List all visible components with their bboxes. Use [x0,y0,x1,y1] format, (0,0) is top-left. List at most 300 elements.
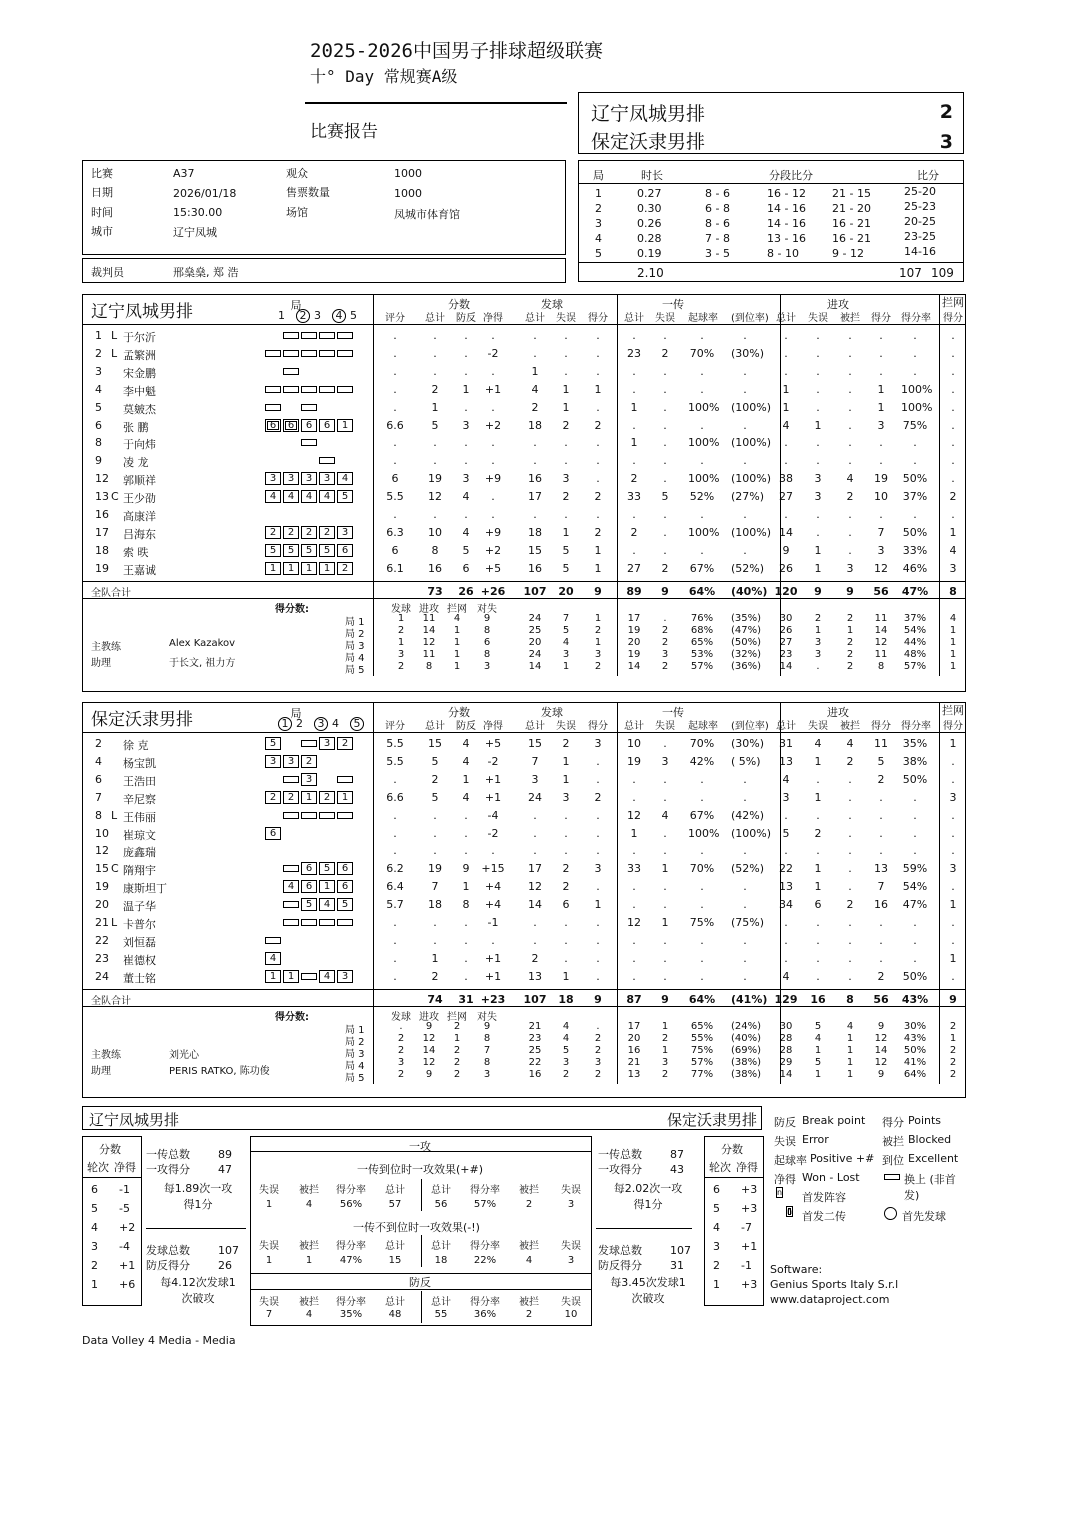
stat-rt2: . [632,364,636,378]
stat-rp: . [700,790,704,804]
info-label: 场馆 [286,206,308,219]
bd-ae: 1 [814,1069,822,1081]
player-lineup [265,934,353,947]
title-rule [305,102,567,104]
stat-at: 3 [782,790,790,804]
total-ap: 56 [873,992,889,1006]
starter-icon: n [777,1188,783,1197]
stat-net: +1 [484,382,502,396]
sub-in-marker [283,332,299,339]
stat-sp: 1 [594,543,602,557]
stat-ae: . [816,916,820,929]
total-st: 107 [523,584,547,598]
stat-ap: . [879,844,883,858]
breakdown-label: 得分数: [275,1011,309,1023]
stat-st: 17 [528,862,542,876]
bd-at: 30 [779,612,793,624]
lineup-empty [301,827,317,840]
total-se: 18 [558,992,574,1006]
legend [770,1110,966,1230]
stat-sp: . [596,454,600,468]
eff-header: 得分率 [336,1241,366,1252]
player-lineup [265,827,353,840]
stat-sp: . [596,969,600,983]
set-final-score: 25-20 [904,185,936,198]
stat-tot: . [433,454,437,468]
group-header: 局 [290,707,302,720]
sub-in-marker [265,350,281,357]
eff-home-value: 35% [339,1309,363,1320]
stat-re: 2 [661,561,669,575]
stat-apc: . [913,436,917,450]
lineup-position-box: 6 [319,419,335,432]
player-number: 1 [95,329,102,342]
bd-se: 5 [562,1045,570,1056]
stat-ap: 1 [877,382,885,396]
bd-sp: 2 [594,1069,602,1081]
set-duration: 0.26 [637,217,662,230]
stat-apc: . [913,916,917,929]
away-sets-won: 3 [939,131,953,153]
player-number: 12 [95,472,109,486]
rotation-net: +2 [119,1221,136,1234]
total-tot: 73 [427,584,443,598]
set-number: 4 [595,232,602,245]
player-number: 6 [95,772,102,786]
total-apc: 47% [901,584,929,598]
col-header: 总计 [624,313,644,324]
set-partial-21: 21 - 15 [832,187,871,200]
bd-st: 21 [528,1020,542,1032]
bd-opp: 7 [483,1045,491,1056]
bd-sp: 2 [594,661,602,673]
stat-at: 4 [782,772,790,786]
player-number: 24 [95,969,109,983]
stat-bp: 4 [462,790,470,804]
stat-apc: . [913,844,917,858]
stat-rt: 6.1 [386,561,404,575]
rotation-net: +3 [741,1278,758,1291]
stat-se: . [564,364,568,378]
stat-se: . [564,916,568,929]
lineup-empty [265,365,281,378]
eff-home-value: 47% [339,1255,363,1266]
breakdown-header: 进攻 [419,1011,439,1023]
sub-in-marker [337,350,353,357]
col-header: 比分 [917,169,939,182]
bd-block: 1 [453,1032,461,1044]
stat-ae: 1 [814,790,822,804]
stat-ab: . [848,436,852,450]
group-header: 发球 [541,706,563,719]
bd-ap: 12 [874,1032,888,1044]
player-number: 22 [95,933,109,947]
bd-rt2: 17 [627,1020,641,1032]
col-header: (到位率) [731,721,769,732]
stat-ap: . [879,916,883,929]
legend-term: 净得 [774,1173,796,1186]
player-name: 莫皴杰 [123,402,156,416]
lineup-empty [337,952,353,965]
stat-net: +4 [484,898,502,912]
sub-in-marker [319,457,335,464]
stat-tot: 5 [431,418,439,432]
player-number: 6 [95,418,102,432]
rot-col: 轮次 [709,1161,731,1174]
stat-ae: . [816,951,820,965]
col-header: 净得 [483,721,503,732]
stat-ap: . [879,790,883,804]
stat-net: +9 [484,525,502,539]
group-header: 拦网 [942,704,964,717]
player-role: L [111,808,118,822]
stat-ae: . [816,329,820,342]
stat-sp: . [596,951,600,965]
stat-rt2: . [632,844,636,858]
bd-apc: 54% [903,624,927,636]
lineup-empty [319,952,335,965]
eff-away-value: 22% [473,1255,497,1266]
away-bp-points: 31 [670,1259,684,1272]
stat-rt2: . [632,951,636,965]
set-number-4: 4 [332,717,339,730]
stat-re: . [663,969,667,983]
rotation-number: 4 [91,1221,98,1234]
player-lineup [265,862,353,875]
stat-rt: . [393,772,397,786]
info-label: 城市 [91,225,113,238]
stat-ab: . [848,418,852,432]
stat-rt: 6.6 [386,418,404,432]
player-name: 索 昳 [123,545,149,559]
stat-rx: (100%) [731,436,772,450]
lineup-position-box: 1 [301,562,317,575]
stat-re: . [663,382,667,396]
rotation-number: 5 [91,1202,98,1215]
stat-st: 1 [531,364,539,378]
bd-attack: 9 [425,1069,433,1081]
lineup-position-box: 1 [337,791,353,804]
stat-apc: . [913,346,917,360]
player-number: 23 [95,951,109,965]
set-partial-16: 14 - 16 [767,202,806,215]
stat-ab: . [848,508,852,521]
set-number-2: 2 [296,717,303,730]
lineup-position-box: 5 [265,737,281,750]
lineup-empty [265,329,281,342]
bp-title: 防反 [409,1276,431,1289]
stat-ae: . [816,436,820,450]
player-lineup [265,916,353,929]
column-divider [939,295,940,676]
stat-tot: 1 [431,400,439,414]
first-serve-set-3: 3 [314,717,328,731]
group-header: 分数 [448,298,470,311]
home-team-name: 辽宁凤城男排 [591,103,706,125]
bd-ab: 2 [846,649,854,661]
col-header: 评分 [385,313,405,324]
eff-away-value: 3 [567,1199,575,1210]
stat-rp: . [700,329,704,342]
bd-attack: 11 [422,612,436,624]
stat-st: 14 [528,898,542,912]
column-divider [939,703,940,1084]
player-name: 高康洋 [123,510,156,523]
stat-st: . [533,454,537,468]
stat-tot: . [433,436,437,450]
stat-st: 24 [528,790,542,804]
bd-serve: . [399,1020,403,1032]
stat-apc: 100% [901,382,933,396]
stat-tot: 5 [431,754,439,768]
group-header: 进攻 [827,298,849,311]
away-team-stats [82,702,966,1098]
eff-away-value: 36% [473,1309,497,1320]
stat-rp: . [700,880,704,894]
stat-ap: 10 [874,490,888,504]
breakdown-rule [83,598,965,599]
home-serve-total: 107 [218,1244,239,1257]
bd-re: 1 [661,1045,669,1056]
set-partial-21: 16 - 21 [832,232,871,245]
home-recv-total: 89 [218,1148,232,1161]
lineup-position-box: 6 [301,862,317,875]
bd-at: 27 [779,637,793,648]
sub-in-marker [301,973,317,980]
stat-rp: 100% [688,525,720,539]
venue: 凤城市体育馆 [394,208,460,221]
stat-bp: 9 [462,862,470,876]
bd-rt2: 16 [627,1045,641,1056]
bd-rx: (36%) [731,661,762,673]
stat-at: 31 [779,737,793,750]
stat-rt2: . [632,898,636,912]
col-header: 总计 [525,721,545,732]
home-team-name: 辽宁凤城男排 [91,302,193,322]
group-header: 局 [290,299,302,312]
coach-label: 主教练 [91,1049,121,1061]
stat-st: . [533,329,537,342]
lineup-empty [265,916,281,929]
stat-rp: . [700,772,704,786]
info-label: 售票数量 [286,186,330,199]
bd-re: . [663,612,667,624]
lineup-position-box: 4 [265,952,281,965]
bd-block: 2 [453,1045,461,1056]
stat-rt: 6.6 [386,790,404,804]
stat-rx: (52%) [731,561,765,575]
stat-tot: 12 [428,490,442,504]
match-code: A37 [173,167,195,180]
legend-desc: 首发二传 [802,1210,846,1223]
stat-ae: . [816,525,820,539]
lineup-position-box: 2 [319,526,335,539]
rule [146,1228,246,1229]
bd-st: 24 [528,612,542,624]
stat-rp: 100% [688,436,720,450]
stat-at: 13 [779,880,793,894]
stat-rx: . [743,951,747,965]
lineup-empty [301,844,317,857]
stat-re: . [663,826,667,840]
set-partial-16: 13 - 16 [767,232,806,245]
stat-st: 15 [528,543,542,557]
label: 防反得分 [598,1259,642,1272]
stat-bp: . [464,916,468,929]
stat-apc: 50% [902,472,928,486]
player-name: 卡普尔 [123,918,156,931]
match-date: 2026/01/18 [173,187,237,200]
player-number: 8 [95,436,102,450]
stat-rx: (52%) [731,862,765,876]
legend-desc: 首先发球 [902,1210,946,1223]
stat-rx: . [743,772,747,786]
eff-home-value: 7 [265,1309,273,1320]
lineup-position-box: 6 [337,544,353,557]
stat-ap: 3 [877,543,885,557]
lineup-empty [283,934,299,947]
stat-bp: . [464,826,468,840]
stat-se: . [564,454,568,468]
total-at: 129 [774,992,798,1006]
stat-se: . [564,844,568,858]
eff-header: 得分率 [470,1185,500,1196]
bd-ap: 11 [874,649,888,661]
bd-serve: 2 [397,624,405,636]
label: 一传总数 [598,1148,642,1161]
sub-in-marker [283,865,299,872]
stat-rt2: 33 [627,490,641,504]
lineup-position-box: 5 [319,862,335,875]
stat-rt2: . [632,418,636,432]
bd-attack: 14 [422,1045,436,1056]
lineup-position-box: 4 [301,490,317,503]
col-header: 总计 [425,313,445,324]
stat-rt2: 12 [627,916,641,929]
stat-apc: 38% [902,754,928,768]
lineup-position-box: 1 [301,791,317,804]
lineup-position-box: 6 [301,880,317,893]
lineup-empty [265,773,281,786]
stat-at: 13 [779,754,793,768]
lineup-empty [283,737,299,750]
bd-ap: 11 [874,612,888,624]
lineup-empty [319,844,335,857]
column-divider [373,295,374,676]
stat-sp: . [596,880,600,894]
stat-se: . [564,826,568,840]
stat-sp: 1 [594,382,602,396]
set-number: 1 [595,187,602,200]
lineup-empty [265,844,281,857]
player-lineup [265,365,353,378]
player-lineup [265,737,353,750]
lineup-position-box: 5 [265,544,281,557]
bd-ab: 1 [846,1032,854,1044]
stat-rt2: 12 [627,808,641,822]
bd-st: 14 [528,661,542,673]
lineup-empty [265,809,281,822]
stat-st: . [533,508,537,521]
away-team-name: 保定沃隶男排 [591,131,706,153]
eff-header: 被拦 [519,1241,539,1252]
away-bp-ratio: 每3.45次发球1次破攻 [610,1276,686,1305]
stat-net: +4 [484,880,502,894]
stat-bp: . [464,808,468,822]
stat-net: +5 [484,561,502,575]
total-rp: 64% [688,584,716,598]
footer-text: Data Volley 4 Media - Media [82,1334,236,1347]
stat-apc: 59% [902,862,928,876]
stat-at: 5 [782,826,790,840]
player-name: 隋翔宇 [123,864,156,878]
eff-header: 失误 [259,1185,279,1196]
col-header: 局 [593,169,604,182]
bd-ab: 1 [846,1045,854,1056]
player-number: 21 [95,916,109,929]
tickets-sold: 1000 [394,187,422,200]
stat-rt: . [393,844,397,858]
bd-block: 4 [453,612,461,624]
col-header: 总计 [624,721,644,732]
bd-ap: 14 [874,1045,888,1056]
bd-apc: 50% [903,1045,927,1056]
set-number: 2 [595,202,602,215]
sub-in-marker [265,404,281,411]
stat-rp: . [700,844,704,858]
stat-apc: 75% [902,418,928,432]
total-rule [579,262,963,263]
stat-st: . [533,933,537,947]
stat-bp: . [464,508,468,521]
rot-col: 净得 [736,1161,758,1174]
eff-home-value: 1 [305,1255,313,1266]
stat-rt2: . [632,329,636,342]
player-number: 18 [95,543,109,557]
bd-apc: 57% [903,661,927,673]
total-bk: 8 [949,584,957,598]
lineup-position-box: 1 [265,562,281,575]
eff-header: 得分率 [470,1241,500,1252]
breakdown-header: 拦网 [447,1011,467,1023]
total-away-points: 109 [931,266,954,280]
stat-bp: . [464,844,468,858]
bd-se: 3 [562,649,570,661]
stat-at: 26 [779,561,793,575]
breakdown-set: 局 2 [345,628,365,640]
stat-rt: . [393,508,397,521]
bd-se: 2 [562,1069,570,1081]
stat-bk: . [951,916,955,929]
city: 辽宁凤城 [173,226,217,239]
stat-rx: (100%) [731,400,772,414]
rule [83,1177,141,1178]
bd-block: 1 [453,637,461,648]
sub-in-marker [337,812,353,819]
lineup-position-box: 3 [337,526,353,539]
eff-away-value: 10 [564,1309,578,1320]
bd-re: 2 [661,661,669,673]
stat-ap: . [879,933,883,947]
set-partial-8: 7 - 8 [705,232,730,245]
stat-bp: . [464,329,468,342]
total-apc: 43% [901,992,929,1006]
stat-re: . [663,898,667,912]
stat-re: 2 [661,346,669,360]
legend-term: 得分 [882,1116,904,1129]
lineup-empty [319,365,335,378]
stat-ab: . [848,916,852,929]
